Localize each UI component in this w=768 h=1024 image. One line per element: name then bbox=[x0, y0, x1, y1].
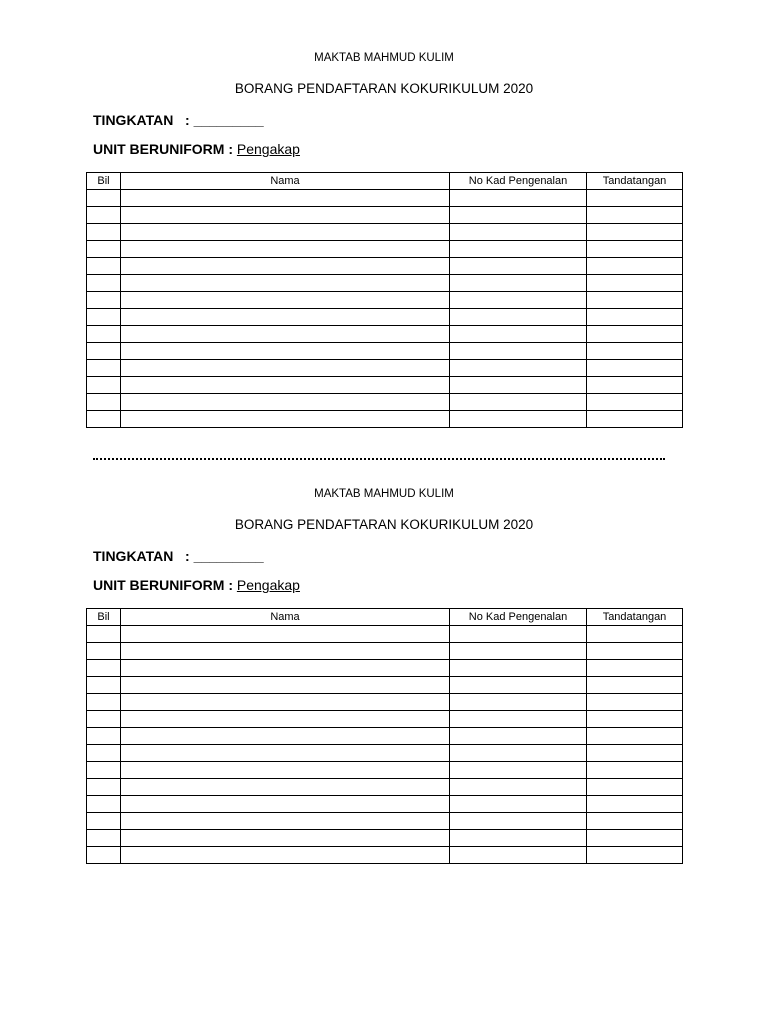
ic-cell[interactable] bbox=[450, 745, 587, 762]
table-row bbox=[87, 190, 683, 207]
cut-line-separator bbox=[93, 458, 665, 460]
nama-cell[interactable] bbox=[121, 377, 450, 394]
nama-cell[interactable] bbox=[121, 779, 450, 796]
nama-cell[interactable] bbox=[121, 660, 450, 677]
ic-cell[interactable] bbox=[450, 360, 587, 377]
ic-cell[interactable] bbox=[450, 275, 587, 292]
nama-cell[interactable] bbox=[121, 343, 450, 360]
signature-cell[interactable] bbox=[587, 813, 683, 830]
bil-cell[interactable] bbox=[87, 377, 121, 394]
signature-cell[interactable] bbox=[587, 343, 683, 360]
signature-cell[interactable] bbox=[587, 309, 683, 326]
bil-cell[interactable] bbox=[87, 394, 121, 411]
table-header-row bbox=[87, 173, 683, 190]
column-header-signature: Tandatangan bbox=[587, 609, 683, 626]
nama-cell[interactable] bbox=[121, 360, 450, 377]
signature-cell[interactable] bbox=[587, 394, 683, 411]
nama-cell[interactable] bbox=[121, 411, 450, 428]
signature-cell[interactable] bbox=[587, 258, 683, 275]
bil-cell[interactable] bbox=[87, 711, 121, 728]
school-name: MAKTAB MAHMUD KULIM bbox=[314, 488, 454, 500]
bil-cell[interactable] bbox=[87, 411, 121, 428]
nama-cell[interactable] bbox=[121, 258, 450, 275]
table-row bbox=[87, 241, 683, 258]
school-name: MAKTAB MAHMUD KULIM bbox=[314, 52, 454, 64]
ic-cell[interactable] bbox=[450, 292, 587, 309]
ic-cell[interactable] bbox=[450, 728, 587, 745]
ic-cell[interactable] bbox=[450, 190, 587, 207]
table-row bbox=[87, 728, 683, 745]
bil-cell[interactable] bbox=[87, 343, 121, 360]
ic-cell[interactable] bbox=[450, 258, 587, 275]
ic-cell[interactable] bbox=[450, 343, 587, 360]
table-row bbox=[87, 626, 683, 643]
unit-field bbox=[93, 141, 300, 157]
table-row bbox=[87, 660, 683, 677]
unit-field bbox=[93, 577, 300, 593]
column-header-bil: Bil bbox=[87, 173, 121, 190]
signature-cell[interactable] bbox=[587, 745, 683, 762]
signature-cell[interactable] bbox=[587, 728, 683, 745]
signature-cell[interactable] bbox=[587, 377, 683, 394]
nama-cell[interactable] bbox=[121, 643, 450, 660]
nama-cell[interactable] bbox=[121, 728, 450, 745]
table-row bbox=[87, 847, 683, 864]
bil-cell[interactable] bbox=[87, 728, 121, 745]
nama-cell[interactable] bbox=[121, 275, 450, 292]
ic-cell[interactable] bbox=[450, 796, 587, 813]
table-row bbox=[87, 309, 683, 326]
nama-cell[interactable] bbox=[121, 830, 450, 847]
signature-cell[interactable] bbox=[587, 224, 683, 241]
column-header-nama: Nama bbox=[121, 173, 450, 190]
ic-cell[interactable] bbox=[450, 694, 587, 711]
table-row bbox=[87, 258, 683, 275]
tingkatan-field[interactable]: TINGKATAN : _________ bbox=[93, 112, 264, 128]
ic-cell[interactable] bbox=[450, 847, 587, 864]
table-row bbox=[87, 394, 683, 411]
table-row bbox=[87, 326, 683, 343]
signature-cell[interactable] bbox=[587, 626, 683, 643]
signature-cell[interactable] bbox=[587, 411, 683, 428]
ic-cell[interactable] bbox=[450, 207, 587, 224]
signature-cell[interactable] bbox=[587, 711, 683, 728]
table-body bbox=[87, 626, 683, 864]
ic-cell[interactable] bbox=[450, 711, 587, 728]
signature-cell[interactable] bbox=[587, 326, 683, 343]
nama-cell[interactable] bbox=[121, 813, 450, 830]
bil-cell[interactable] bbox=[87, 813, 121, 830]
bil-cell[interactable] bbox=[87, 626, 121, 643]
bil-cell[interactable] bbox=[87, 745, 121, 762]
column-header-signature: Tandatangan bbox=[587, 173, 683, 190]
nama-cell[interactable] bbox=[121, 711, 450, 728]
bil-cell[interactable] bbox=[87, 241, 121, 258]
ic-cell[interactable] bbox=[450, 309, 587, 326]
table-row bbox=[87, 207, 683, 224]
nama-cell[interactable] bbox=[121, 694, 450, 711]
ic-cell[interactable] bbox=[450, 377, 587, 394]
bil-cell[interactable] bbox=[87, 309, 121, 326]
registration-table bbox=[86, 172, 683, 428]
signature-cell[interactable] bbox=[587, 779, 683, 796]
bil-cell[interactable] bbox=[87, 224, 121, 241]
unit-label: UNIT BERUNIFORM : bbox=[93, 577, 237, 593]
unit-label: UNIT BERUNIFORM : bbox=[93, 141, 237, 157]
nama-cell[interactable] bbox=[121, 309, 450, 326]
table-row bbox=[87, 377, 683, 394]
column-header-ic: No Kad Pengenalan bbox=[450, 609, 587, 626]
ic-cell[interactable] bbox=[450, 830, 587, 847]
ic-cell[interactable] bbox=[450, 241, 587, 258]
signature-cell[interactable] bbox=[587, 360, 683, 377]
ic-cell[interactable] bbox=[450, 660, 587, 677]
bil-cell[interactable] bbox=[87, 258, 121, 275]
signature-cell[interactable] bbox=[587, 796, 683, 813]
nama-cell[interactable] bbox=[121, 626, 450, 643]
nama-cell[interactable] bbox=[121, 292, 450, 309]
table-body bbox=[87, 190, 683, 428]
nama-cell[interactable] bbox=[121, 224, 450, 241]
nama-cell[interactable] bbox=[121, 326, 450, 343]
signature-cell[interactable] bbox=[587, 694, 683, 711]
table-row bbox=[87, 292, 683, 309]
signature-cell[interactable] bbox=[587, 660, 683, 677]
form-title: BORANG PENDAFTARAN KOKURIKULUM 2020 bbox=[234, 517, 534, 532]
signature-cell[interactable] bbox=[587, 207, 683, 224]
bil-cell[interactable] bbox=[87, 190, 121, 207]
bil-cell[interactable] bbox=[87, 694, 121, 711]
nama-cell[interactable] bbox=[121, 241, 450, 258]
table-row bbox=[87, 745, 683, 762]
ic-cell[interactable] bbox=[450, 411, 587, 428]
table-row bbox=[87, 711, 683, 728]
ic-cell[interactable] bbox=[450, 677, 587, 694]
signature-cell[interactable] bbox=[587, 847, 683, 864]
form-title: BORANG PENDAFTARAN KOKURIKULUM 2020 bbox=[234, 81, 534, 96]
ic-cell[interactable] bbox=[450, 326, 587, 343]
nama-cell[interactable] bbox=[121, 762, 450, 779]
unit-value: Pengakap bbox=[236, 141, 300, 157]
table-row bbox=[87, 830, 683, 847]
signature-cell[interactable] bbox=[587, 275, 683, 292]
ic-cell[interactable] bbox=[450, 762, 587, 779]
table-row bbox=[87, 694, 683, 711]
bil-cell[interactable] bbox=[87, 660, 121, 677]
signature-cell[interactable] bbox=[587, 762, 683, 779]
table-row bbox=[87, 813, 683, 830]
signature-cell[interactable] bbox=[587, 292, 683, 309]
nama-cell[interactable] bbox=[121, 190, 450, 207]
bil-cell[interactable] bbox=[87, 326, 121, 343]
nama-cell[interactable] bbox=[121, 745, 450, 762]
signature-cell[interactable] bbox=[587, 830, 683, 847]
ic-cell[interactable] bbox=[450, 394, 587, 411]
signature-cell[interactable] bbox=[587, 241, 683, 258]
table-row bbox=[87, 796, 683, 813]
table-row bbox=[87, 762, 683, 779]
bil-cell[interactable] bbox=[87, 207, 121, 224]
registration-table bbox=[86, 608, 683, 864]
bil-cell[interactable] bbox=[87, 830, 121, 847]
table-row bbox=[87, 643, 683, 660]
ic-cell[interactable] bbox=[450, 779, 587, 796]
column-header-ic: No Kad Pengenalan bbox=[450, 173, 587, 190]
bil-cell[interactable] bbox=[87, 360, 121, 377]
bil-cell[interactable] bbox=[87, 677, 121, 694]
bil-cell[interactable] bbox=[87, 275, 121, 292]
signature-cell[interactable] bbox=[587, 677, 683, 694]
table-row bbox=[87, 360, 683, 377]
ic-cell[interactable] bbox=[450, 813, 587, 830]
nama-cell[interactable] bbox=[121, 677, 450, 694]
table-row bbox=[87, 411, 683, 428]
bil-cell[interactable] bbox=[87, 643, 121, 660]
table-row bbox=[87, 224, 683, 241]
nama-cell[interactable] bbox=[121, 847, 450, 864]
ic-cell[interactable] bbox=[450, 626, 587, 643]
table-row bbox=[87, 677, 683, 694]
table-row bbox=[87, 275, 683, 292]
ic-cell[interactable] bbox=[450, 643, 587, 660]
table-row bbox=[87, 779, 683, 796]
ic-cell[interactable] bbox=[450, 224, 587, 241]
nama-cell[interactable] bbox=[121, 796, 450, 813]
bil-cell[interactable] bbox=[87, 292, 121, 309]
bil-cell[interactable] bbox=[87, 779, 121, 796]
bil-cell[interactable] bbox=[87, 796, 121, 813]
nama-cell[interactable] bbox=[121, 394, 450, 411]
table-header-row bbox=[87, 609, 683, 626]
signature-cell[interactable] bbox=[587, 643, 683, 660]
signature-cell[interactable] bbox=[587, 190, 683, 207]
bil-cell[interactable] bbox=[87, 762, 121, 779]
unit-value: Pengakap bbox=[236, 577, 300, 593]
nama-cell[interactable] bbox=[121, 207, 450, 224]
bil-cell[interactable] bbox=[87, 847, 121, 864]
column-header-bil: Bil bbox=[87, 609, 121, 626]
column-header-nama: Nama bbox=[121, 609, 450, 626]
table-row bbox=[87, 343, 683, 360]
tingkatan-field[interactable]: TINGKATAN : _________ bbox=[93, 548, 264, 564]
